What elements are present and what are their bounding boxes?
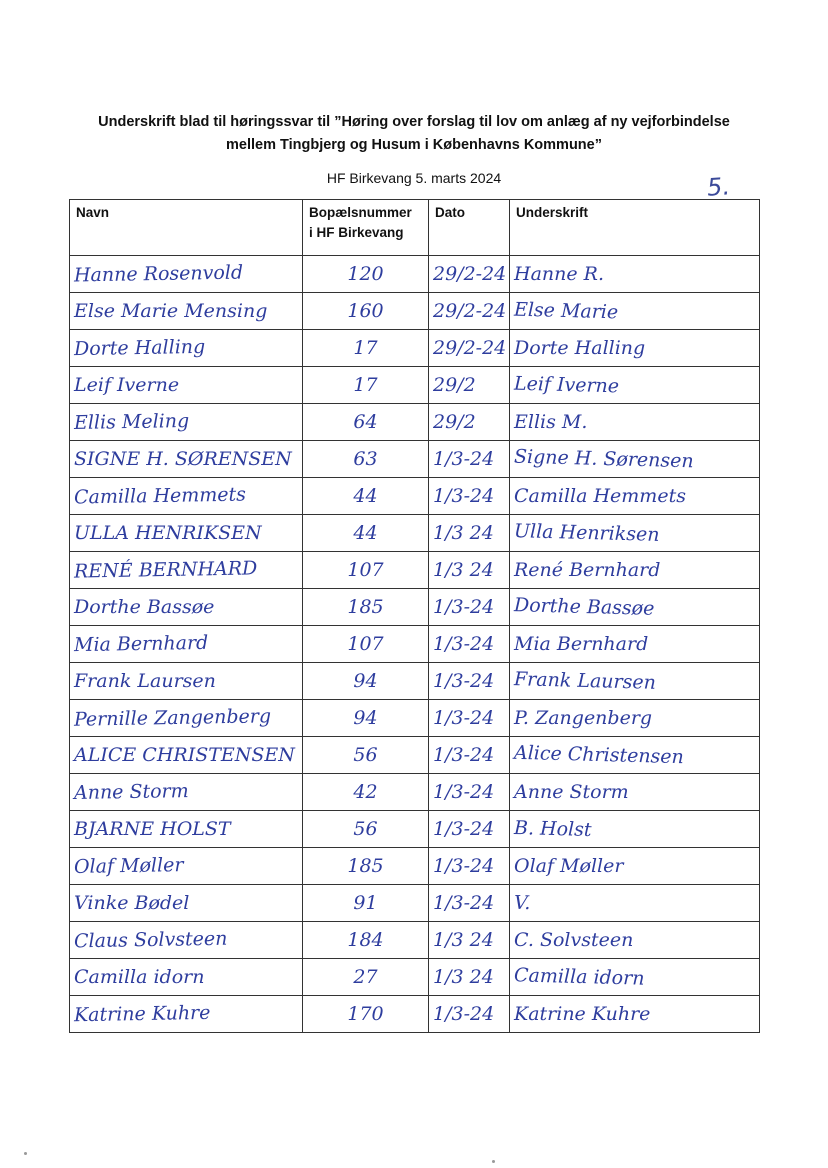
table-row <box>70 552 760 589</box>
house-number-cell-text: 160 <box>347 300 384 322</box>
house-number-cell-text: 42 <box>353 781 378 803</box>
house-number-cell <box>303 293 429 330</box>
table-row <box>70 441 760 478</box>
house-number-cell <box>303 663 429 700</box>
name-cell <box>70 996 303 1033</box>
signature-cell <box>510 626 760 663</box>
house-number-cell-text: 107 <box>347 559 384 581</box>
name-cell <box>70 515 303 552</box>
name-cell <box>70 293 303 330</box>
document-subtitle: HF Birkevang 5. marts 2024 <box>326 170 502 186</box>
signature-cell <box>510 330 760 367</box>
scan-speck <box>24 1152 27 1155</box>
table-row <box>70 478 760 515</box>
name-cell-text: Vinke Bødel <box>74 892 190 914</box>
date-cell <box>429 922 510 959</box>
date-cell-text: 1/3-24 <box>433 855 495 877</box>
date-cell <box>429 367 510 404</box>
house-number-cell <box>303 737 429 774</box>
signature-cell-text: Ellis M. <box>514 411 588 433</box>
date-cell-text: 1/3-24 <box>433 781 495 803</box>
house-number-cell <box>303 404 429 441</box>
signature-cell-text: Alice Christensen <box>513 741 685 769</box>
name-cell <box>70 959 303 996</box>
signature-cell-text: Olaf Møller <box>514 855 624 877</box>
name-cell-text: Camilla Hemmets <box>73 483 247 509</box>
signature-cell-text: René Bernhard <box>514 559 661 581</box>
date-cell <box>429 700 510 737</box>
table-header-row <box>70 200 760 256</box>
house-number-cell <box>303 515 429 552</box>
signature-cell <box>510 996 760 1033</box>
signature-cell-text: Dorte Halling <box>514 337 646 359</box>
signature-cell-text: P. Zangenberg <box>514 707 653 729</box>
date-cell <box>429 996 510 1033</box>
signature-cell <box>510 441 760 478</box>
signature-cell-text: Anne Storm <box>514 781 629 803</box>
page-number-mark: 5. <box>706 172 731 202</box>
signature-cell-text: Katrine Kuhre <box>514 1003 651 1025</box>
name-cell-text: RENÉ BERNHARD <box>73 557 258 583</box>
signature-cell-text: C. Solvsteen <box>514 929 634 951</box>
table-row <box>70 700 760 737</box>
signature-cell-text: B. Holst <box>513 816 592 842</box>
house-number-cell <box>303 996 429 1033</box>
title-line-1: Underskrift blad til høringssvar til ”Høring over forslag til lov om anlæg af ny vejforbindelse <box>98 114 730 130</box>
name-cell-text: Dorte Halling <box>73 335 206 361</box>
date-cell <box>429 404 510 441</box>
signature-cell <box>510 552 760 589</box>
name-cell-text: Katrine Kuhre <box>73 1001 211 1027</box>
signature-cell-text: Mia Bernhard <box>514 633 649 655</box>
date-cell <box>429 848 510 885</box>
table-row <box>70 737 760 774</box>
date-cell <box>429 589 510 626</box>
signature-cell-text: Ulla Henriksen <box>513 520 660 546</box>
table-row <box>70 922 760 959</box>
signature-cell <box>510 589 760 626</box>
house-number-cell <box>303 330 429 367</box>
name-cell-text: Mia Bernhard <box>73 631 209 657</box>
signature-cell <box>510 922 760 959</box>
scan-speck <box>492 1160 495 1163</box>
table-row <box>70 293 760 330</box>
house-number-cell-text: 44 <box>353 485 378 507</box>
signature-cell <box>510 774 760 811</box>
name-cell <box>70 330 303 367</box>
house-number-cell <box>303 848 429 885</box>
name-cell <box>70 626 303 663</box>
signature-cell-text: Camilla Hemmets <box>514 485 686 507</box>
table-row <box>70 404 760 441</box>
name-cell-text: Else Marie Mensing <box>74 300 268 322</box>
date-cell-text: 29/2 <box>433 374 476 396</box>
name-cell-text: BJARNE HOLST <box>74 818 231 840</box>
name-cell <box>70 663 303 700</box>
name-cell <box>70 441 303 478</box>
signature-cell-text: V. <box>513 891 531 915</box>
date-cell-text: 1/3-24 <box>433 892 495 914</box>
date-cell <box>429 441 510 478</box>
signature-cell <box>510 848 760 885</box>
house-number-cell <box>303 626 429 663</box>
column-header-house-number-line-1: Bopælsnummer <box>309 205 412 220</box>
signature-cell <box>510 293 760 330</box>
name-cell-text: Claus Solvsteen <box>73 927 228 953</box>
signature-cell <box>510 885 760 922</box>
name-cell-text: Dorthe Bassøe <box>74 596 215 618</box>
name-cell <box>70 922 303 959</box>
table-row <box>70 848 760 885</box>
date-cell-text: 1/3 24 <box>433 559 494 581</box>
house-number-cell-text: 185 <box>347 596 384 618</box>
signature-cell-text: Else Marie <box>513 298 619 324</box>
house-number-cell-text: 17 <box>353 337 378 359</box>
signature-cell-text: Leif Iverne <box>513 372 620 398</box>
house-number-cell <box>303 811 429 848</box>
house-number-cell <box>303 367 429 404</box>
signature-cell-text: Signe H. Sørensen <box>513 445 694 473</box>
date-cell-text: 1/3-24 <box>433 818 495 840</box>
date-cell <box>429 552 510 589</box>
name-cell-text: Anne Storm <box>73 780 189 804</box>
name-cell-text: Camilla idorn <box>74 966 205 988</box>
table-row <box>70 367 760 404</box>
date-cell-text: 1/3 24 <box>433 929 494 951</box>
name-cell <box>70 367 303 404</box>
house-number-cell-text: 185 <box>347 855 384 877</box>
house-number-cell-text: 64 <box>353 411 378 433</box>
signature-cell <box>510 515 760 552</box>
date-cell <box>429 885 510 922</box>
column-header-house-number <box>303 200 429 256</box>
document-title <box>0 111 828 157</box>
house-number-cell-text: 94 <box>353 707 378 729</box>
column-header-date: Dato <box>429 200 510 256</box>
signature-cell <box>510 811 760 848</box>
house-number-cell-text: 56 <box>353 818 378 840</box>
house-number-cell <box>303 922 429 959</box>
house-number-cell-text: 44 <box>353 522 378 544</box>
signature-cell <box>510 737 760 774</box>
name-cell <box>70 774 303 811</box>
house-number-cell <box>303 552 429 589</box>
table-row <box>70 515 760 552</box>
signature-cell-text: Hanne R. <box>514 263 604 285</box>
name-cell <box>70 552 303 589</box>
date-cell-text: 29/2-24 <box>433 263 507 285</box>
signature-cell <box>510 663 760 700</box>
signature-cell-text: Frank Laursen <box>513 668 657 694</box>
name-cell <box>70 478 303 515</box>
date-cell-text: 1/3-24 <box>433 448 495 470</box>
house-number-cell <box>303 959 429 996</box>
date-cell-text: 1/3-24 <box>433 633 495 655</box>
date-cell <box>429 256 510 293</box>
date-cell <box>429 626 510 663</box>
date-cell-text: 1/3 24 <box>433 522 494 544</box>
date-cell <box>429 774 510 811</box>
house-number-cell <box>303 774 429 811</box>
table-row <box>70 885 760 922</box>
table-row <box>70 626 760 663</box>
house-number-cell <box>303 441 429 478</box>
signature-cell <box>510 404 760 441</box>
house-number-cell-text: 63 <box>353 448 378 470</box>
signature-cell <box>510 700 760 737</box>
table-row <box>70 256 760 293</box>
name-cell-text: Hanne Rosenvold <box>73 261 244 287</box>
date-cell-text: 1/3-24 <box>433 485 495 507</box>
date-cell <box>429 663 510 700</box>
name-cell <box>70 256 303 293</box>
signature-table <box>69 199 760 1033</box>
name-cell-text: ALICE CHRISTENSEN <box>74 744 295 766</box>
date-cell <box>429 959 510 996</box>
date-cell-text: 29/2-24 <box>433 300 507 322</box>
house-number-cell-text: 94 <box>353 670 378 692</box>
name-cell-text: ULLA HENRIKSEN <box>74 522 262 544</box>
house-number-cell <box>303 700 429 737</box>
title-line-2: mellem Tingbjerg og Husum i Københavns Kommune” <box>226 137 602 153</box>
name-cell-text: Leif Iverne <box>74 374 180 396</box>
signature-cell <box>510 959 760 996</box>
name-cell <box>70 700 303 737</box>
house-number-cell <box>303 885 429 922</box>
house-number-cell <box>303 478 429 515</box>
name-cell <box>70 848 303 885</box>
date-cell-text: 1/3-24 <box>433 596 495 618</box>
name-cell-text: Ellis Meling <box>73 409 190 435</box>
table-row <box>70 811 760 848</box>
table-row <box>70 330 760 367</box>
house-number-cell-text: 120 <box>347 263 384 285</box>
house-number-cell-text: 107 <box>347 633 384 655</box>
name-cell <box>70 885 303 922</box>
date-cell <box>429 293 510 330</box>
date-cell-text: 1/3 24 <box>433 966 494 988</box>
date-cell <box>429 811 510 848</box>
table-row <box>70 589 760 626</box>
house-number-cell-text: 184 <box>347 929 384 951</box>
signature-cell-text: Dorthe Bassøe <box>513 594 655 620</box>
signature-cell <box>510 478 760 515</box>
house-number-cell-text: 56 <box>353 744 378 766</box>
date-cell-text: 1/3-24 <box>433 744 495 766</box>
name-cell-text: Pernille Zangenberg <box>73 705 272 731</box>
column-header-name: Navn <box>70 200 303 256</box>
name-cell <box>70 404 303 441</box>
column-header-signature: Underskrift <box>510 200 760 256</box>
table-row <box>70 663 760 700</box>
house-number-cell <box>303 256 429 293</box>
table-row <box>70 959 760 996</box>
date-cell <box>429 330 510 367</box>
signature-cell <box>510 367 760 404</box>
name-cell-text: Frank Laursen <box>74 670 216 692</box>
column-header-house-number-line-2: i HF Birkevang <box>309 225 404 240</box>
house-number-cell-text: 17 <box>353 374 378 396</box>
house-number-cell-text: 27 <box>353 966 378 988</box>
table-row <box>70 996 760 1033</box>
date-cell-text: 1/3-24 <box>433 1003 495 1025</box>
signature-cell <box>510 256 760 293</box>
table-row <box>70 774 760 811</box>
name-cell <box>70 737 303 774</box>
house-number-cell-text: 91 <box>353 892 378 914</box>
date-cell-text: 1/3-24 <box>433 707 495 729</box>
name-cell-text: Olaf Møller <box>73 854 184 878</box>
name-cell <box>70 811 303 848</box>
house-number-cell <box>303 589 429 626</box>
date-cell-text: 29/2 <box>433 411 476 433</box>
date-cell-text: 1/3-24 <box>433 670 495 692</box>
date-cell <box>429 515 510 552</box>
date-cell <box>429 478 510 515</box>
house-number-cell-text: 170 <box>347 1003 384 1025</box>
name-cell-text: SIGNE H. SØRENSEN <box>74 448 292 470</box>
date-cell-text: 29/2-24 <box>433 337 507 359</box>
date-cell <box>429 737 510 774</box>
signature-cell-text: Camilla idorn <box>513 964 645 990</box>
name-cell <box>70 589 303 626</box>
